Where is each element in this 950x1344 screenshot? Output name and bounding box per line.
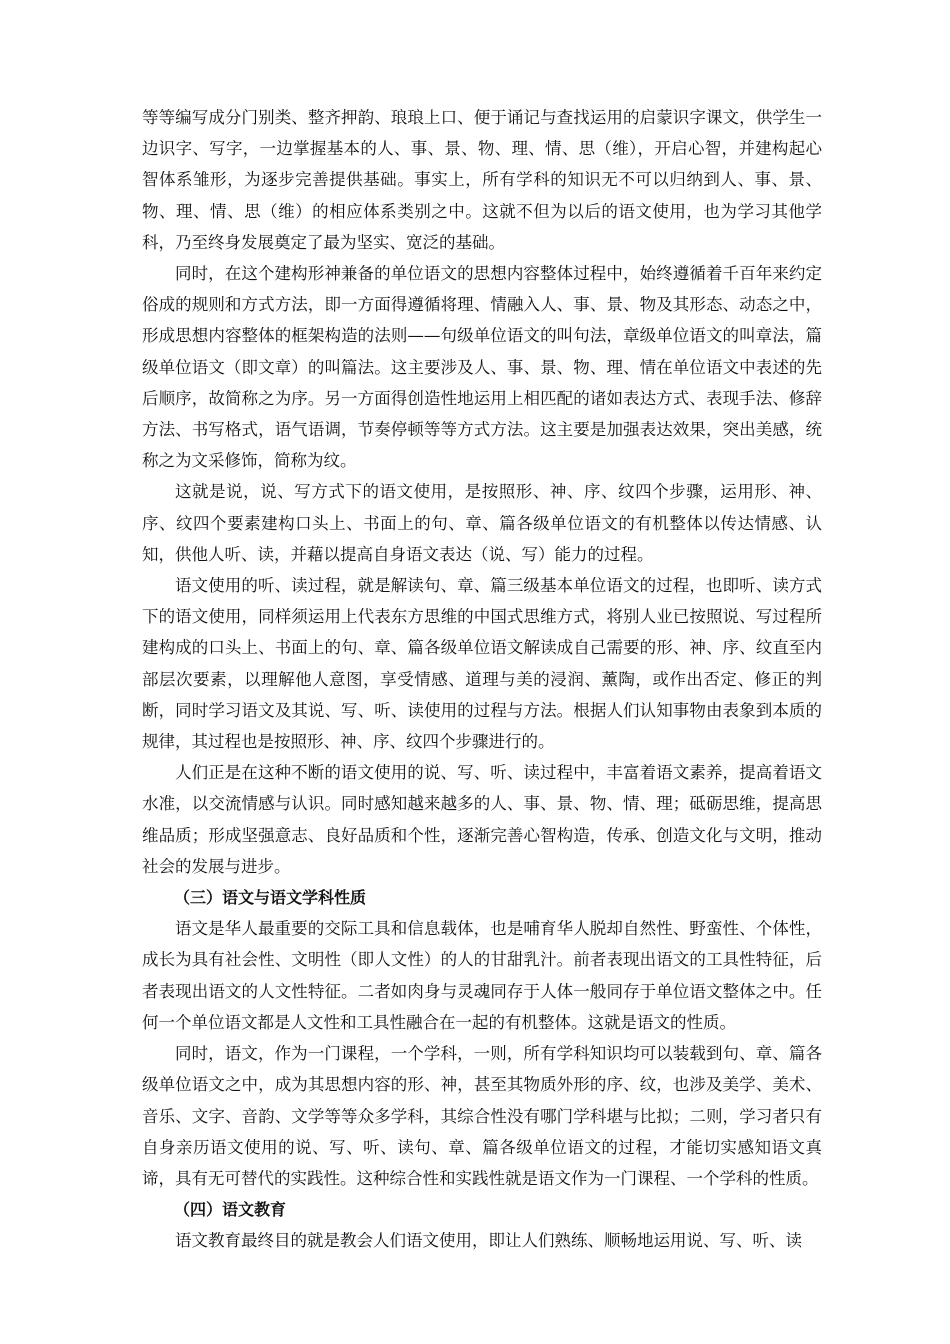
paragraph-3: 这就是说，说、写方式下的语文使用，是按照形、神、序、纹四个步骤，运用形、神、序、纹四个要素建构口头上、书面上的句、章、篇各级单位语文的有机整体以传达情感、认知，供他人听、读，并藉以提高自身语文表达（说、写）能力的过程。 xyxy=(142,482,822,564)
paragraph-7: 同时，语文，作为一门课程，一个学科，一则，所有学科知识均可以装载到句、章、篇各级单位语文之中，成为其思想内容的形、神，甚至其物质外形的序、纹，也涉及美学、美术、音乐、文字、音韵、文学等等众多学科，其综合性没有哪门学科堪与比拟；二则，学习者只有自身亲历语文使用的说、写、听、读句、章、篇各级单位语文的过程，才能切实感知语文真谛，具有无可替代的实践性。这种综合性和实践性就是语文作为一门课程、一个学科的性质。 xyxy=(142,1044,822,1188)
paragraph-5: 人们正是在这种不断的语文使用的说、写、听、读过程中，丰富着语文素养，提高着语文水准，以交流情感与认识。同时感知越来越多的人、事、景、物、情、理；砥砺思维，提高思维品质；形成坚强意志、良好品质和个性，逐渐完善心智构造，传承、创造文化与文明，推动社会的发展与进步。 xyxy=(142,763,822,876)
section-heading-3: （三）语文与语文学科性质 xyxy=(174,888,367,908)
section-heading-4: （四）语文教育 xyxy=(174,1200,287,1220)
paragraph-6: 语文是华人最重要的交际工具和信息载体，也是哺育华人脱却自然性、野蛮性、个体性，成长为具有社会性、文明性（即人文性）的人的甘甜乳汁。前者表现出语文的工具性特征，后者表现出语文的人文性特征。二者如肉身与灵魂同存于人体一般同存于单位语文整体之中。任何一个单位语文都是人文性和工具性融合在一起的有机整体。这就是语文的性质。 xyxy=(142,919,822,1032)
paragraph-8: 语文教育最终目的就是教会人们语文使用，即让人们熟练、顺畅地运用说、写、听、读 xyxy=(175,1231,802,1251)
paragraph-1: 等等编写成分门别类、整齐押韵、琅琅上口、便于诵记与查找运用的启蒙识字课文，供学生一边识字、写字，一边掌握基本的人、事、景、物、理、情、思（维），开启心智，并建构起心智体系雏形，为逐步完善提供基础。事实上，所有学科的知识无不可以归纳到人、事、景、物、理、情、思（维）的相应体系类别之中。这就不但为以后的语文使用，也为学习其他学科，乃至终身发展奠定了最为坚实、宽泛的基础。 xyxy=(142,108,822,252)
paragraph-4: 语文使用的听、读过程，就是解读句、章、篇三级基本单位语文的过程，也即听、读方式下的语文使用，同样须运用上代表东方思维的中国式思维方式，将别人业已按照说、写过程所建构成的口头上、书面上的句、章、篇各级单位语文解读成自己需要的形、神、序、纹直至内部层次要素，以理解他人意图，享受情感、道理与美的浸润、薰陶，或作出否定、修正的判断，同时学习语文及其说、写、听、读使用的过程与方法。根据人们认知事物由表象到本质的规律，其过程也是按照形、神、序、纹四个步骤进行的。 xyxy=(142,576,822,752)
document-page xyxy=(142,102,822,1257)
paragraph-2: 同时，在这个建构形神兼备的单位语文的思想内容整体过程中，始终遵循着千百年来约定俗成的规则和方式方法，即一方面得遵循将理、情融入人、事、景、物及其形态、动态之中，形成思想内容整体的框架构造的法则——句级单位语文的叫句法，章级单位语文的叫章法，篇级单位语文（即文章）的叫篇法。这主要涉及人、事、景、物、理、情在单位语文中表述的先后顺序，故简称之为序。另一方面得创造性地运用上相匹配的诸如表达方式、表现手法、修辞方法、书写格式，语气语调，节奏停顿等等方式方法。这主要是加强表达效果，突出美感，统称之为文采修饰，简称为纹。 xyxy=(142,264,822,471)
